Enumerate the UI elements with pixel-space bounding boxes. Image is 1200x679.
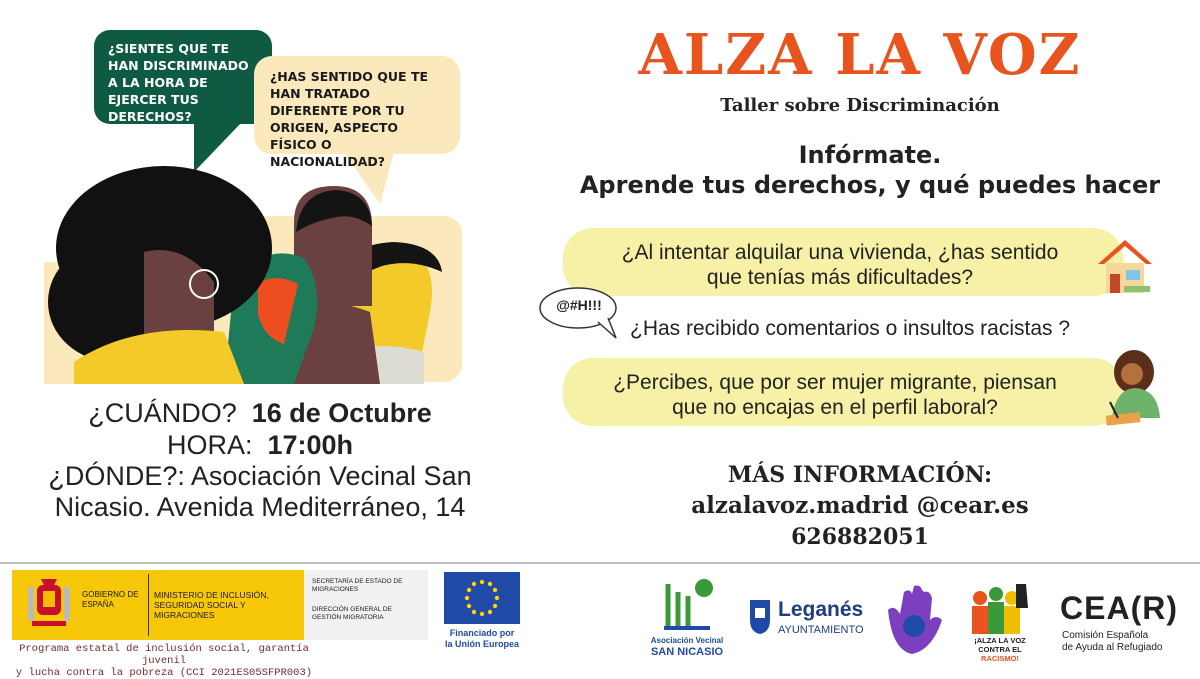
inform-line-1: Infórmate. (798, 141, 942, 169)
contact-phone[interactable]: 626882051 (791, 524, 929, 550)
time-value: 17:00h (267, 430, 354, 460)
footer-divider (0, 562, 1200, 564)
secretaria-box (304, 570, 428, 640)
question-3-line-2: que no encajas en el perfil laboral? (672, 396, 998, 419)
coat-of-arms-icon (24, 575, 74, 635)
program-note-line-2: y lucha contra la pobreza (CCI 2021ES05SFPR003) (15, 667, 313, 679)
secretaria-label: SECRETARÍA DE ESTADO DE MIGRACIONES (312, 578, 403, 593)
speech-bubble-left: ¿SIENTES QUE TE HAN DISCRIMINADO A LA HORA DE EJERCER TUS DERECHOS? (94, 30, 272, 124)
inform-line-2: Aprende tus derechos, y qué puedes hacer (579, 171, 1161, 199)
alza-logo-text (960, 636, 1040, 663)
page-subtitle: Taller sobre Discriminación (720, 95, 1000, 116)
san-nicasio-line-2: SAN NICASIO (650, 646, 724, 658)
san-nicasio-logo (646, 574, 728, 664)
speech-badge-text: @#H!!! (556, 297, 602, 313)
alza-people-icon (966, 580, 1032, 636)
speech-badge (536, 284, 622, 342)
question-3 (575, 370, 1095, 420)
gov-label: GOBIERNO DE ESPAÑA (82, 590, 139, 609)
alza-logo-line-1: ¡ALZA LA VOZ (974, 636, 1026, 645)
house-icon (1096, 236, 1154, 296)
eu-flag-icon (444, 572, 520, 624)
question-1-line-1: ¿Al intentar alquilar una vivienda, ¿has sentido (621, 241, 1059, 264)
page-title: ALZA LA VOZ (638, 22, 1082, 88)
more-info-heading: MÁS INFORMACIÓN: (727, 462, 993, 488)
cear-line-2: de Ayuda al Refugiado (1062, 642, 1163, 653)
event-time (20, 430, 500, 461)
leganes-shield-icon (748, 596, 772, 636)
event-where-2: Nicasio. Avenida Mediterráneo, 14 (54, 492, 466, 522)
hand-logo-icon (878, 580, 948, 656)
eu-label (432, 628, 532, 650)
question-1 (580, 240, 1100, 290)
cear-line-1: Comisión Española (1062, 630, 1149, 641)
program-note (14, 643, 314, 679)
cear-logo: CEA(R) (1060, 590, 1178, 626)
time-label: HORA: (166, 430, 253, 460)
question-2: ¿Has recibido comentarios o insultos racistas ? (630, 317, 1071, 340)
leganes-sub: AYUNTAMIENTO (778, 624, 864, 636)
speech-bubble-right: ¿HAS SENTIDO QUE TE HAN TRATADO DIFERENTE POR TU ORIGEN, ASPECTO FÍSICO O NACIONALIDAD? (254, 56, 460, 154)
alza-logo-line-3: RACISMO! (981, 654, 1019, 663)
question-3-line-1: ¿Percibes, que por ser mujer migrante, piensan (613, 371, 1057, 394)
question-1-line-2: que tenías más dificultades? (706, 266, 974, 289)
gov-spain-logo (12, 570, 304, 640)
alza-logo-line-2: CONTRA EL (978, 645, 1022, 654)
event-when (20, 398, 500, 429)
inform-text (560, 140, 1180, 200)
san-nicasio-line-1: Asociación Vecinal (650, 636, 724, 645)
cear-text (1062, 630, 1162, 654)
program-note-line-1: Programa estatal de inclusión social, garantía juvenil (19, 643, 309, 667)
ministry-label: MINISTERIO DE INCLUSIÓN, SEGURIDAD SOCIAL Y MIGRACIONES (154, 590, 269, 620)
contact-email[interactable]: alzalavoz.madrid @cear.es (691, 492, 1029, 519)
when-value: 16 de Octubre (251, 398, 432, 428)
eu-label-line-1: Financiado por (449, 628, 515, 638)
woman-writing-icon (1100, 348, 1166, 428)
leganes-name: Leganés (778, 598, 864, 621)
direccion-label: DIRECCIÓN GENERAL DE GESTIÓN MIGRATORIA (312, 606, 392, 621)
eu-label-line-2: la Unión Europea (444, 639, 519, 649)
when-label: ¿CUÁNDO? (88, 398, 237, 428)
event-where-1: ¿DÓNDE?: Asociación Vecinal San (48, 461, 472, 491)
